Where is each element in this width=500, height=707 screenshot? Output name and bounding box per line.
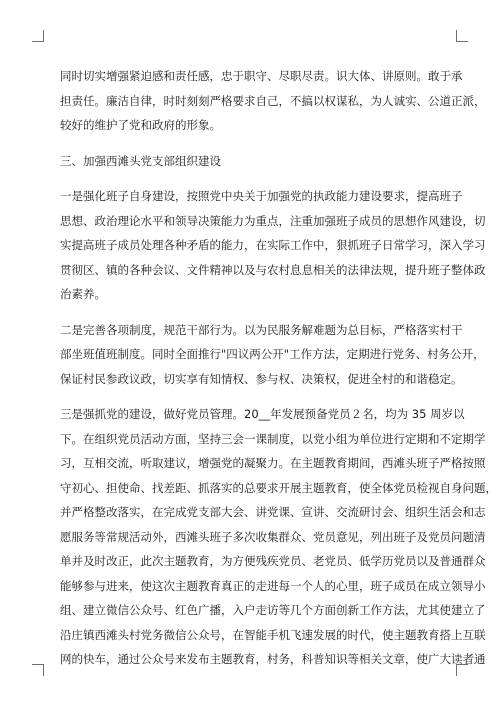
line: 愿服务等常规活动外，西滩头班子多次收集群众、党员意见，列出班子及党员问题清 — [60, 529, 486, 544]
line: 治素养。 — [60, 287, 106, 301]
line: 沿庄镇西滩头村党务微信公众号，在智能手机飞速发展的时代，使主题教育搭上互联 — [60, 627, 486, 642]
line: 贯彻区、镇的各种会议、文件精神以及与农村息息相关的法律法规，提升班子整体政 — [60, 262, 486, 277]
document-body — [60, 64, 497, 683]
paragraph-5 — [60, 402, 497, 672]
crop-mark-bottom-left — [32, 664, 44, 676]
paragraph-4 — [60, 318, 485, 392]
line: 三是强抓党的建设，做好党员管理。20__年发展预备党员２名，均为 35 周岁以 — [60, 407, 465, 421]
line: 同时切实增强紧迫感和责任感，忠于职守、尽职尽责。识大体、讲原则。敢于承 — [60, 69, 463, 83]
line: 组、建立微信公众号、红色广播，入户走访等几个方面创新工作方法，尤其使建立了 — [60, 603, 486, 617]
line: 一是强化班子自身建设，按照党中央关于加强党的执政能力建设要求，提高班子 — [60, 189, 463, 203]
line: 实提高班子成员处理各种矛盾的能力，在实际工作中，狠抓班子日常学习，深入学习 — [60, 238, 486, 252]
line: 能够参与进来，使这次主题教育真正的走进每一个人的心里，班子成员在成立领导小 — [60, 578, 486, 593]
line: 较好的维护了党和政府的形象。 — [60, 118, 221, 132]
paragraph-1 — [60, 64, 486, 138]
line: 部坐班值班制度。同时全面推行"四议两公开"工作方法，定期进行党务、村务公开， — [60, 347, 485, 361]
line: 保证村民参政议政，切实享有知情权、参与权、决策权，促进全村的和谐稳定。 — [60, 371, 463, 386]
line: 下。在组织党员活动方面，坚持三会一课制度，以党小组为单位进行定期和不定期学 — [60, 431, 486, 446]
line: 习，互相交流，听取建议，增强党的凝聚力。在主题教育期间，西滩头班子严格按照 — [60, 456, 486, 470]
line: 网的快车，通过公众号来发布主题教育，村务，科普知识等相关文章，使广大读者通 — [60, 652, 486, 666]
line: 担责任。廉洁自律，时时刻刻严格要求自己，不搞以权谋私，为人诚实、公道正派， — [60, 93, 486, 108]
line: 守初心、担使命、找差距、抓落实的总要求开展主题教育，使全体党员检视自身问题， — [60, 480, 497, 495]
line: 三、加强西滩头党支部组织建设 — [60, 153, 221, 168]
line: 思想、政治理论水平和领导决策能力为重点，注重加强班子成员的思想作风建设，切 — [60, 213, 486, 228]
paragraph-3 — [60, 184, 486, 307]
section-heading — [60, 149, 450, 174]
crop-mark-top-left — [32, 30, 44, 42]
line: 二是完善各项制度，规范干部行为。以为民服务解难题为总目标，严格落实村干 — [60, 322, 463, 337]
line: 并严格整改落实，在完成党支部大会、讲党课、宣讲、交流研讨会、组织生活会和志 — [60, 505, 486, 519]
crop-mark-top-right — [456, 30, 468, 42]
line: 单并及时改正，此次主题教育，为方便残疾党员、老党员、低学历党员以及普通群众 — [60, 554, 486, 568]
